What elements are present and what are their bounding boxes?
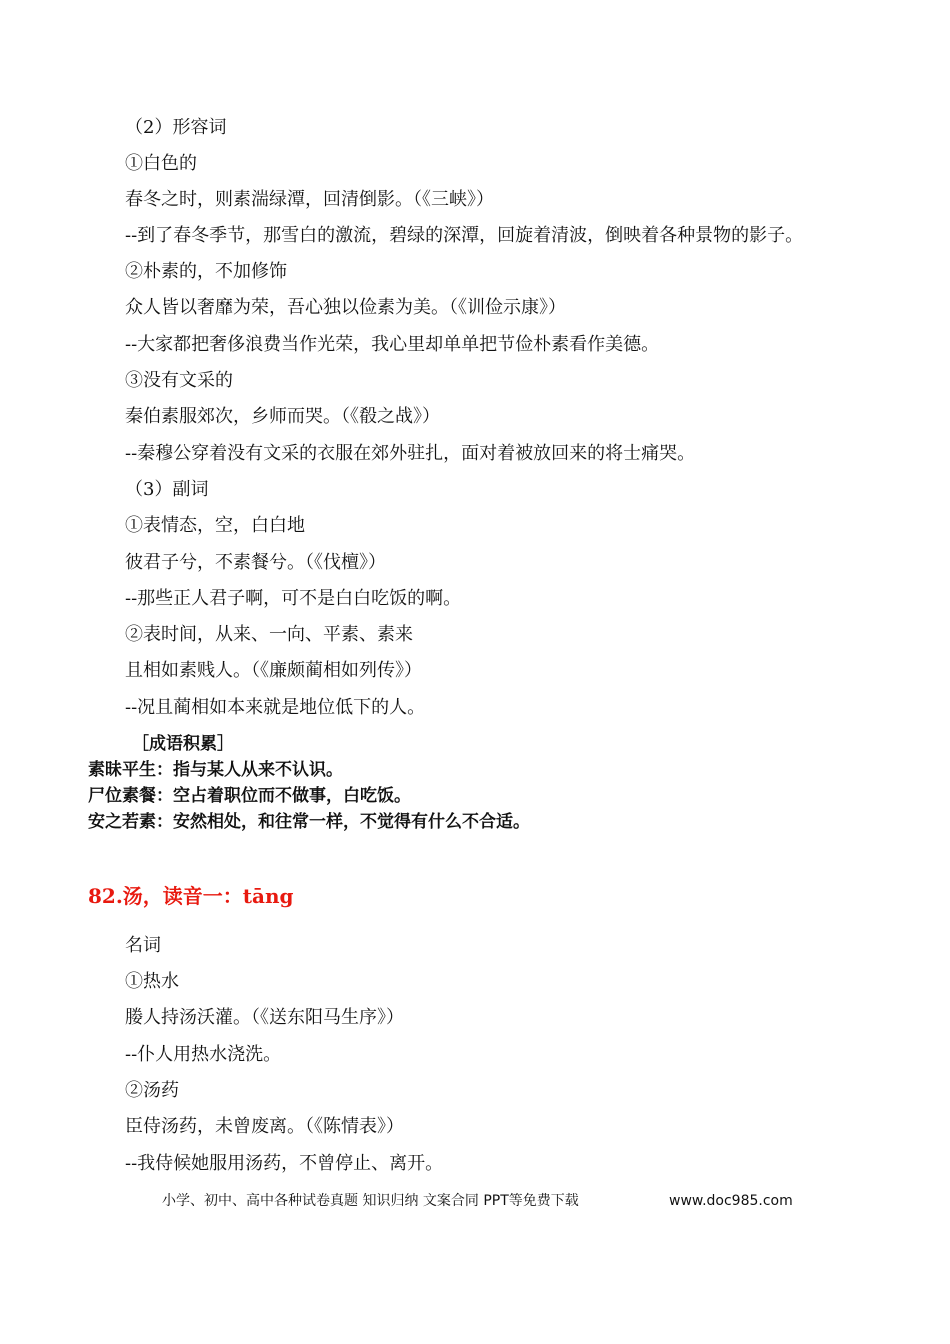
translation: --仆人用热水浇洗。 <box>125 1044 282 1065</box>
idiom-item: 安之若素：安然相处，和往常一样，不觉得有什么不合适。 <box>88 812 530 832</box>
entry-heading-tang: 82.汤，读音一：tāng <box>88 884 294 908</box>
meaning-3: ③没有文采的 <box>125 370 233 391</box>
example-sentence: 秦伯素服郊次，乡师而哭。（《殽之战》） <box>125 406 440 427</box>
footer-text: 小学、初中、高中各种试卷真题 知识归纳 文案合同 PPT等免费下载 <box>162 1193 579 1209</box>
example-sentence: 且相如素贱人。（《廉颇蔺相如列传》） <box>125 660 422 681</box>
meaning-1: ①表情态，空，白白地 <box>125 515 305 536</box>
example-sentence: 春冬之时，则素湍绿潭，回清倒影。（《三峡》） <box>125 189 494 210</box>
idiom-item: 素昧平生：指与某人从来不认识。 <box>88 760 343 780</box>
translation: --秦穆公穿着没有文采的衣服在郊外驻扎，面对着被放回来的将士痛哭。 <box>125 443 696 464</box>
example-sentence: 媵人持汤沃灌。（《送东阳马生序》） <box>125 1007 404 1028</box>
example-sentence: 臣侍汤药，未曾废离。（《陈情表》） <box>125 1116 404 1137</box>
footer-link[interactable]: www.doc985.com <box>669 1193 793 1209</box>
example-sentence: 众人皆以奢靡为荣，吾心独以俭素为美。（《训俭示康》） <box>125 297 566 318</box>
translation: --况且蔺相如本来就是地位低下的人。 <box>125 697 426 718</box>
meaning-1: ①白色的 <box>125 153 197 174</box>
translation: --那些正人君子啊，可不是白白吃饭的啊。 <box>125 588 462 609</box>
category-adverb: （3）副词 <box>125 479 209 500</box>
idiom-item: 尸位素餐：空占着职位而不做事，白吃饭。 <box>88 786 411 806</box>
meaning-2: ②表时间，从来、一向、平素、素来 <box>125 624 413 645</box>
meaning-2: ②朴素的，不加修饰 <box>125 261 287 282</box>
translation: --我侍候她服用汤药，不曾停止、离开。 <box>125 1153 444 1174</box>
meaning-1: ①热水 <box>125 971 179 992</box>
translation: --大家都把奢侈浪费当作光荣，我心里却单单把节俭朴素看作美德。 <box>125 334 660 355</box>
example-sentence: 彼君子兮，不素餐兮。（《伐檀》） <box>125 552 386 573</box>
category-noun: 名词 <box>125 935 161 956</box>
meaning-2: ②汤药 <box>125 1080 179 1101</box>
category-adjective: （2）形容词 <box>125 117 227 138</box>
idiom-heading: ［成语积累］ <box>132 734 234 754</box>
translation: --到了春冬季节，那雪白的激流，碧绿的深潭，回旋着清波，倒映着各种景物的影子。 <box>125 225 804 246</box>
